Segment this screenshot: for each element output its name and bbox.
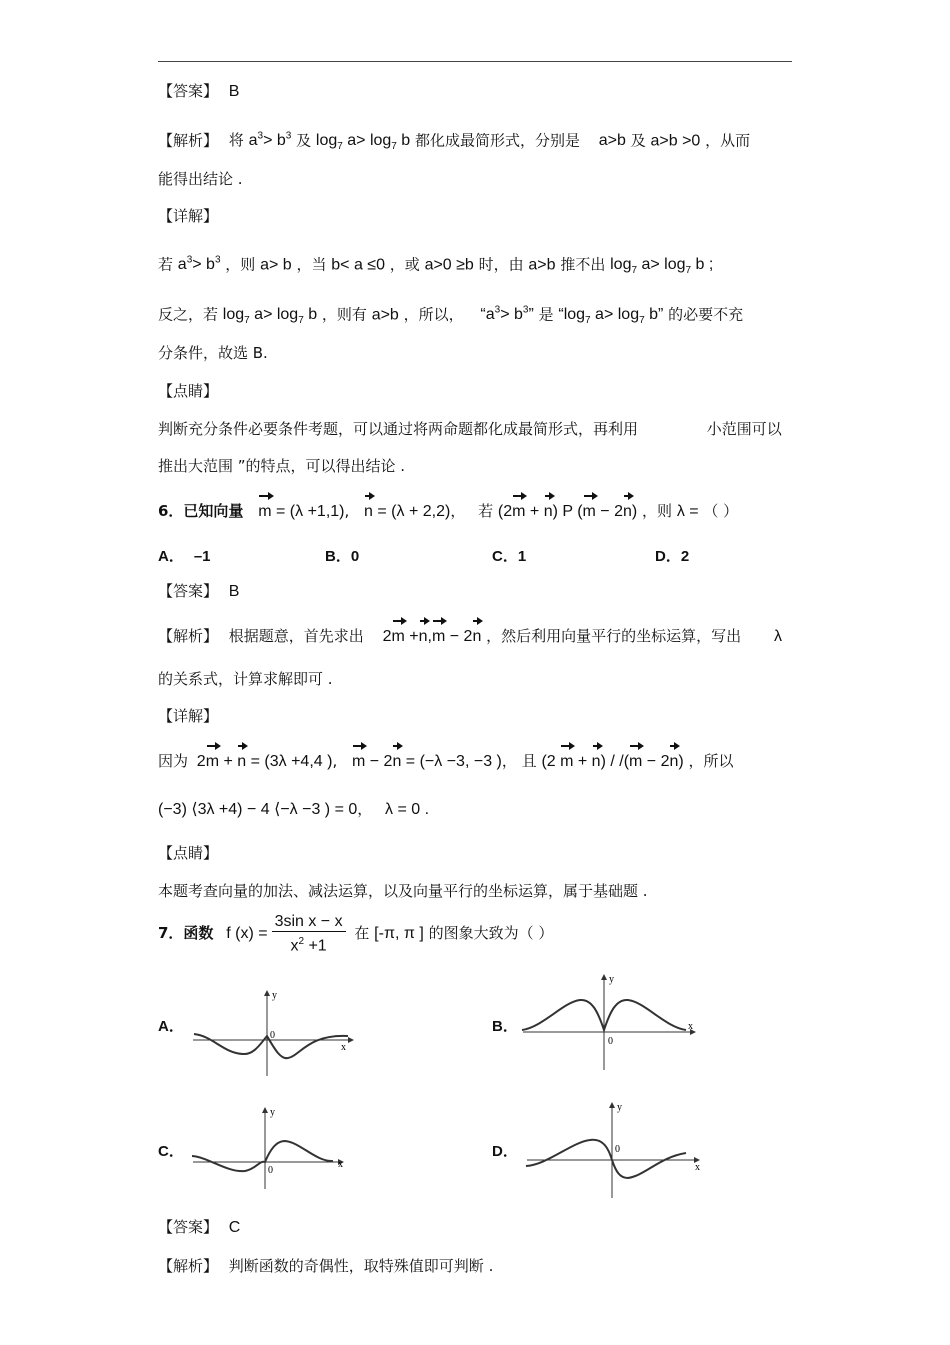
q6-answer-line: 【答案】 B bbox=[158, 582, 240, 600]
q6-detail-line2: (−3) ⟨3λ +4) − 4 ⟨−λ −3 ) = 0， λ = 0 . bbox=[158, 800, 430, 818]
q6-detail-line1: 因为 2m + n = (3λ +4,4 ), m − 2n = (−λ −3, −3 )， 且 (2 m + n) / /(m − 2n) ，所以 bbox=[158, 750, 734, 773]
q7-option-d[interactable]: D． bbox=[492, 1143, 518, 1160]
q5-answer-line: 【答案】 B bbox=[158, 82, 240, 100]
math-vector-n: n = (λ + 2,2) bbox=[364, 503, 450, 520]
axis-x-label: x bbox=[695, 1162, 700, 1173]
math-vector-m: m = (λ +1,1) bbox=[258, 503, 344, 520]
math-a3-gt-b3: $a^3> b^3$ bbox=[248, 131, 292, 150]
q7-answer-line: 【答案】 C bbox=[158, 1218, 241, 1236]
math-function-f: f (x) = $\frac{\text{3sin x − x}}{x^2 +1}$ bbox=[226, 925, 349, 942]
q7-stem: 7．函数 f (x) = $\frac{\text{3sin x − x}}{x^2 +1}$ 在 [-π, π ] 的图象大致为（ ） bbox=[158, 913, 554, 955]
axis-x-label: x bbox=[338, 1159, 343, 1170]
q6-stem: 6．已知向量 m = (λ +1,1), n = (λ + 2,2)， 若 (2m + n) P (m − 2n) ，则 λ = （ ） bbox=[158, 500, 738, 523]
q5-comment-line2: 推出大范围 ”的特点，可以得出结论 . bbox=[158, 457, 406, 475]
y-axis-arrow bbox=[601, 974, 607, 980]
q7-graph-c[interactable] bbox=[188, 1105, 353, 1191]
origin-label: 0 bbox=[615, 1144, 620, 1155]
curve bbox=[526, 1140, 686, 1178]
curve bbox=[192, 1141, 333, 1171]
q6-analysis-line1: 【解析】 根据题意，首先求出 2m +n,m − 2n ，然后利用向量平行的坐标运算，写出 λ bbox=[158, 625, 782, 648]
q5-analysis-line1: 【解析】 将 $a^3> b^3$ 及 $\log_7 a> \log_7 b$ 都化成最简形式，分别是 a>b 及 a>b >0 ，从而 bbox=[158, 131, 751, 153]
q6-option-c[interactable]: C．1 bbox=[492, 548, 527, 565]
q5-detail-line2: 反之，若 $\log_7 a> \log_7 b$ ，则有 a>b ，所以， “$a^3> b^3$” 是 “$\log_7$ $a> \log_7 b$” 的必要不充 bbox=[158, 305, 744, 327]
header-rule bbox=[158, 61, 792, 62]
axis-y-label: y bbox=[617, 1102, 622, 1113]
x-axis-arrow bbox=[348, 1037, 354, 1043]
q6-detail-label: 【详解】 bbox=[158, 707, 219, 725]
q7-option-c[interactable]: C． bbox=[158, 1143, 184, 1160]
axis-y-label: y bbox=[270, 1107, 275, 1118]
q5-detail-line3: 分条件，故选 B. bbox=[158, 344, 268, 362]
y-axis-arrow bbox=[609, 1102, 615, 1108]
axis-y-label: y bbox=[609, 974, 614, 985]
q7-graph-d[interactable] bbox=[522, 1100, 707, 1200]
q7-graph-a[interactable] bbox=[188, 988, 358, 1080]
math-log-ineq: $\log_7 a> \log_7 b$ bbox=[315, 132, 411, 153]
q5-detail-label: 【详解】 bbox=[158, 207, 219, 225]
axis-y-label: y bbox=[272, 990, 277, 1001]
q6-option-b[interactable]: B．0 bbox=[325, 548, 360, 565]
math-parallel-cond: (2m + n) P (m − 2n) bbox=[498, 503, 637, 520]
q6-option-d[interactable]: D．2 bbox=[655, 548, 690, 565]
origin-label: 0 bbox=[268, 1165, 273, 1176]
q6-comment-line: 本题考查向量的加法、减法运算，以及向量平行的坐标运算，属于基础题 . bbox=[158, 882, 648, 900]
q5-comment-line1: 判断充分条件必要条件考题，可以通过将两命题都化成最简形式，再利用 小范围可以 bbox=[158, 420, 782, 438]
y-axis-arrow bbox=[264, 990, 270, 996]
axis-x-label: x bbox=[341, 1042, 346, 1053]
y-axis-arrow bbox=[262, 1107, 268, 1113]
axis-x-label: x bbox=[688, 1021, 693, 1032]
math-a-gt-b: a>b bbox=[598, 132, 626, 150]
q5-detail-line1: 若 $a^3> b^3$ ，则 a> b ，当 b< a ≤0 ，或 a>0 ≥b 时，由 a>b 推不出 $\log_7 a> \log_7 b$ ; bbox=[158, 255, 714, 277]
q6-comment-label: 【点睛】 bbox=[158, 844, 219, 862]
q5-comment-label: 【点睛】 bbox=[158, 382, 219, 400]
math-interval: [-π, π ] bbox=[374, 924, 424, 942]
q7-option-b[interactable]: B． bbox=[492, 1018, 518, 1035]
q5-analysis-line2: 能得出结论 . bbox=[158, 170, 243, 188]
q6-analysis-line2: 的关系式，计算求解即可 . bbox=[158, 670, 333, 688]
q7-graph-b[interactable] bbox=[518, 972, 703, 1074]
origin-label: 0 bbox=[608, 1036, 613, 1047]
q6-option-a[interactable]: A． –1 bbox=[158, 548, 211, 565]
math-a-gt-b-gt-0: a>b >0 bbox=[650, 132, 701, 150]
origin-label: 0 bbox=[270, 1030, 275, 1041]
q7-analysis-line: 【解析】 判断函数的奇偶性，取特殊值即可判断 . bbox=[158, 1257, 494, 1275]
q7-option-a[interactable]: A． bbox=[158, 1018, 184, 1035]
